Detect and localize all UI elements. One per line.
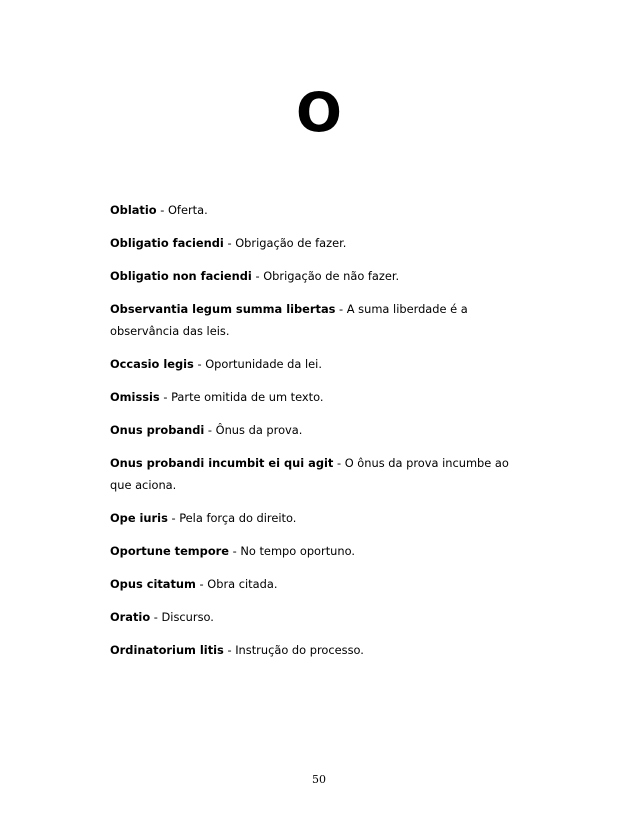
glossary-entry (110, 540, 530, 562)
entry-definition: No tempo oportuno. (240, 544, 356, 558)
entry-separator: - (193, 357, 206, 371)
entry-separator: - (195, 577, 208, 591)
entry-term: Oblatio (110, 203, 157, 217)
entry-separator: - (335, 302, 347, 316)
entry-definition: Ônus da prova. (215, 423, 303, 437)
glossary-entry (110, 419, 530, 441)
entry-separator: - (167, 511, 180, 525)
entry-definition: Obra citada. (207, 577, 278, 591)
glossary-entry (110, 639, 530, 661)
section-heading: O (296, 81, 342, 144)
entry-term: Occasio legis (110, 357, 194, 371)
entry-term: Ope iuris (110, 511, 168, 525)
entry-definition: Obrigação de não fazer. (263, 269, 400, 283)
entry-definition: O ônus da prova incumbe ao que aciona. (110, 456, 509, 492)
glossary-entry (110, 452, 530, 496)
entry-term: Oportune tempore (110, 544, 229, 558)
entry-definition: Oferta. (167, 203, 208, 217)
entry-definition: A suma liberdade é a observância das leis. (110, 302, 468, 338)
glossary-entry (110, 298, 530, 342)
entry-term: Onus probandi (110, 423, 205, 437)
entry-definition: Parte omitida de um texto. (171, 390, 324, 404)
entry-separator: - (159, 390, 172, 404)
entry-separator: - (156, 203, 168, 217)
entry-separator: - (204, 423, 216, 437)
entry-term: Onus probandi incumbit ei qui agit (110, 456, 334, 470)
entry-separator: - (150, 610, 162, 624)
entry-definition: Obrigação de fazer. (235, 236, 347, 250)
entry-separator: - (223, 236, 236, 250)
entry-separator: - (251, 269, 264, 283)
entry-term: Ordinatorium litis (110, 643, 224, 657)
entry-definition: Pela força do direito. (179, 511, 297, 525)
glossary-entry (110, 199, 530, 221)
entry-term: Obligatio faciendi (110, 236, 224, 250)
glossary-entry (110, 606, 530, 628)
entry-definition: Oportunidade da lei. (205, 357, 322, 371)
glossary-entry (110, 353, 530, 375)
glossary-entry (110, 507, 530, 529)
entry-separator: - (223, 643, 236, 657)
entry-term: Opus citatum (110, 577, 196, 591)
entry-separator: - (333, 456, 345, 470)
entry-term: Oratio (110, 610, 151, 624)
glossary-list (110, 199, 530, 672)
entry-term: Omissis (110, 390, 160, 404)
entry-definition: Instrução do processo. (235, 643, 364, 657)
glossary-entry (110, 265, 530, 287)
entry-definition: Discurso. (161, 610, 214, 624)
glossary-entry (110, 232, 530, 254)
glossary-entry (110, 573, 530, 595)
entry-term: Observantia legum summa libertas (110, 302, 336, 316)
entry-separator: - (229, 544, 241, 558)
glossary-entry (110, 386, 530, 408)
entry-term: Obligatio non faciendi (110, 269, 252, 283)
page-number: 50 (312, 773, 326, 786)
